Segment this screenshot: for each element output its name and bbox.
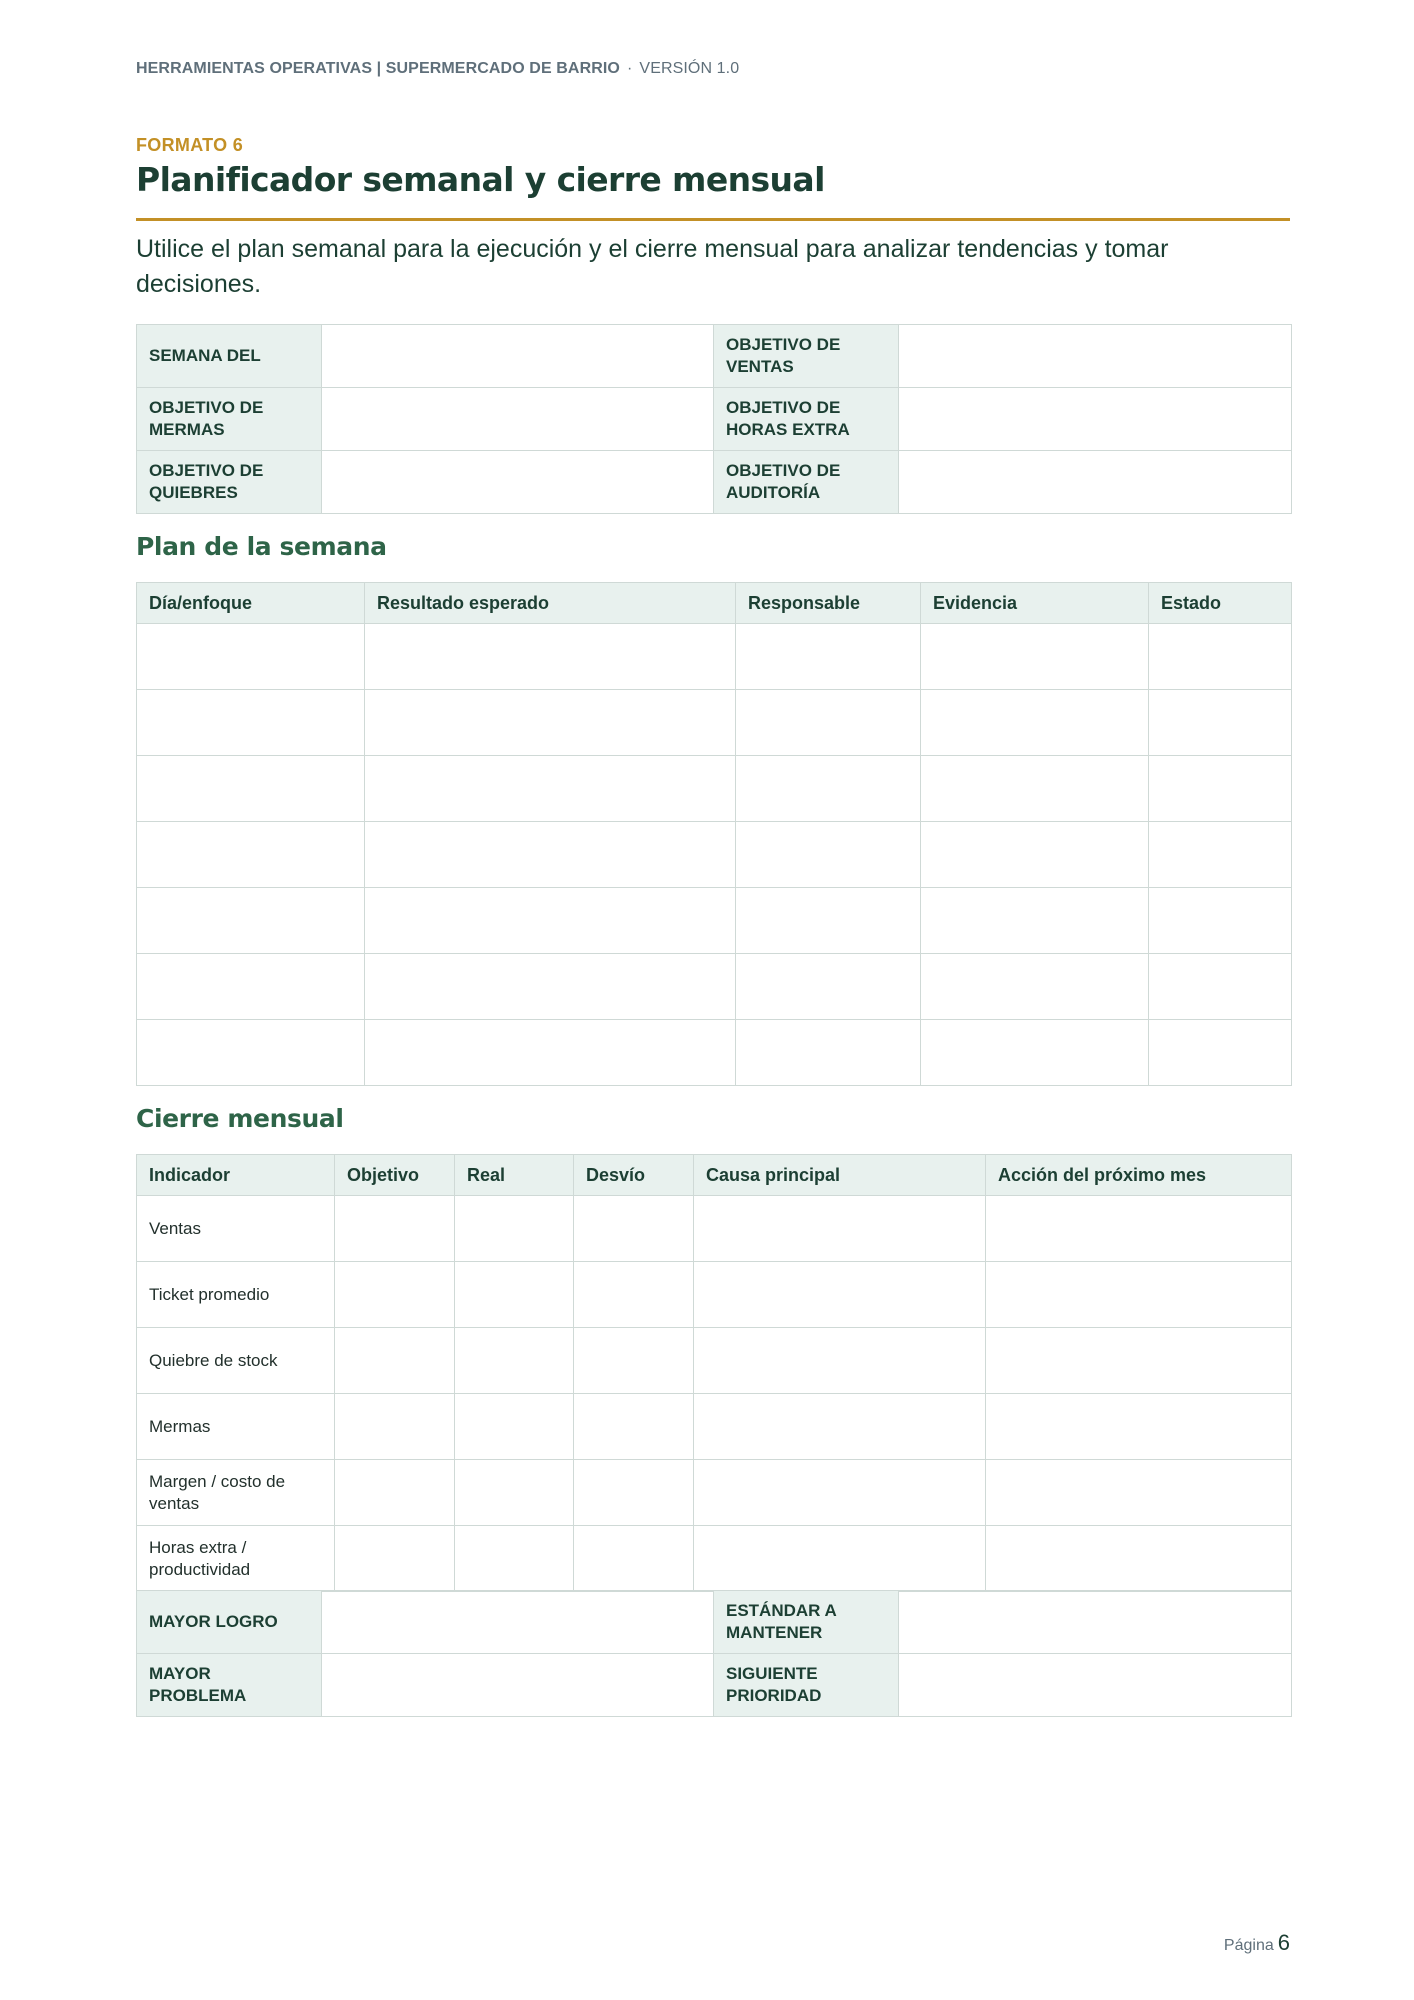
table-cell-input[interactable] bbox=[365, 888, 736, 954]
summary-row bbox=[137, 1654, 1292, 1717]
table-cell-input[interactable] bbox=[921, 888, 1149, 954]
table-cell-input[interactable] bbox=[986, 1262, 1292, 1328]
table-cell-input[interactable] bbox=[1149, 888, 1292, 954]
table-cell-input[interactable] bbox=[455, 1460, 574, 1526]
table-cell-input[interactable] bbox=[736, 624, 921, 690]
table-cell-input[interactable] bbox=[365, 624, 736, 690]
field-input[interactable] bbox=[322, 325, 714, 388]
field-label: SEMANA DEL bbox=[137, 325, 322, 388]
table-row bbox=[137, 690, 1292, 756]
table-cell-input[interactable] bbox=[1149, 690, 1292, 756]
table-cell-input[interactable] bbox=[574, 1460, 694, 1526]
table-cell-input[interactable] bbox=[1149, 756, 1292, 822]
field-label: OBJETIVO DE HORAS EXTRA bbox=[714, 388, 899, 451]
header-separator: · bbox=[626, 60, 633, 77]
table-row bbox=[137, 624, 1292, 690]
field-label: OBJETIVO DE VENTAS bbox=[714, 325, 899, 388]
field-input[interactable] bbox=[322, 451, 714, 514]
monthly-close-title: Cierre mensual bbox=[136, 1104, 344, 1133]
header-brand: HERRAMIENTAS OPERATIVAS | SUPERMERCADO DE BARRIO bbox=[136, 60, 620, 77]
page-title: Planificador semanal y cierre mensual bbox=[136, 160, 825, 199]
table-cell-input[interactable] bbox=[986, 1196, 1292, 1262]
table-cell-input[interactable] bbox=[335, 1262, 455, 1328]
running-header bbox=[136, 60, 739, 78]
table-cell-input[interactable] bbox=[137, 756, 365, 822]
table-cell-input[interactable] bbox=[365, 822, 736, 888]
page-number-value: 6 bbox=[1277, 1930, 1290, 1955]
table-cell-input[interactable] bbox=[574, 1526, 694, 1592]
table-cell-input[interactable] bbox=[137, 954, 365, 1020]
format-label: FORMATO 6 bbox=[136, 135, 244, 155]
intro-text: Utilice el plan semanal para la ejecución y el cierre mensual para analizar tendencias y tomar decisiones. bbox=[136, 235, 1169, 298]
table-cell-input[interactable] bbox=[455, 1394, 574, 1460]
table-cell-input[interactable] bbox=[335, 1526, 455, 1592]
table-cell-input[interactable] bbox=[921, 1020, 1149, 1086]
table-cell-input[interactable] bbox=[574, 1196, 694, 1262]
field-input[interactable] bbox=[322, 1654, 714, 1717]
summary-row bbox=[137, 1591, 1292, 1654]
field-input[interactable] bbox=[899, 1654, 1292, 1717]
table-row bbox=[137, 1196, 1292, 1262]
field-label: ESTÁNDAR A MANTENER bbox=[714, 1591, 899, 1654]
table-cell-input[interactable] bbox=[137, 690, 365, 756]
table-cell-input[interactable] bbox=[986, 1460, 1292, 1526]
page-number bbox=[1224, 1930, 1290, 1956]
table-cell-input[interactable] bbox=[137, 822, 365, 888]
indicator-label: Mermas bbox=[137, 1394, 335, 1460]
table-cell-input[interactable] bbox=[736, 954, 921, 1020]
table-cell-input[interactable] bbox=[335, 1394, 455, 1460]
column-header: Estado bbox=[1149, 583, 1292, 624]
table-cell-input[interactable] bbox=[137, 1020, 365, 1086]
table-cell-input[interactable] bbox=[365, 954, 736, 1020]
indicator-label: Horas extra / productividad bbox=[137, 1526, 335, 1592]
indicator-label: Ticket promedio bbox=[137, 1262, 335, 1328]
field-label: SIGUIENTE PRIORIDAD bbox=[714, 1654, 899, 1717]
table-cell-input[interactable] bbox=[736, 822, 921, 888]
objectives-row bbox=[137, 388, 1292, 451]
table-cell-input[interactable] bbox=[921, 822, 1149, 888]
column-header: Objetivo bbox=[335, 1155, 455, 1196]
weekly-plan-title: Plan de la semana bbox=[136, 532, 387, 561]
table-row bbox=[137, 888, 1292, 954]
table-cell-input[interactable] bbox=[455, 1262, 574, 1328]
indicator-label: Margen / costo de ventas bbox=[137, 1460, 335, 1526]
table-cell-input[interactable] bbox=[1149, 954, 1292, 1020]
table-row bbox=[137, 756, 1292, 822]
field-label: MAYOR PROBLEMA bbox=[137, 1654, 322, 1717]
column-header: Desvío bbox=[574, 1155, 694, 1196]
table-cell-input[interactable] bbox=[736, 690, 921, 756]
table-cell-input[interactable] bbox=[455, 1328, 574, 1394]
table-cell-input[interactable] bbox=[921, 624, 1149, 690]
table-row bbox=[137, 1262, 1292, 1328]
table-header-row bbox=[137, 583, 1292, 624]
column-header: Real bbox=[455, 1155, 574, 1196]
field-input[interactable] bbox=[322, 1591, 714, 1654]
column-header: Resultado esperado bbox=[365, 583, 736, 624]
field-input[interactable] bbox=[899, 388, 1292, 451]
table-cell-input[interactable] bbox=[335, 1196, 455, 1262]
column-header: Día/enfoque bbox=[137, 583, 365, 624]
table-cell-input[interactable] bbox=[986, 1526, 1292, 1592]
summary-table bbox=[136, 1590, 1292, 1717]
table-cell-input[interactable] bbox=[694, 1394, 986, 1460]
objectives-table bbox=[136, 324, 1292, 514]
table-cell-input[interactable] bbox=[455, 1196, 574, 1262]
weekly-plan-table bbox=[136, 582, 1292, 1086]
column-header: Indicador bbox=[137, 1155, 335, 1196]
table-cell-input[interactable] bbox=[986, 1328, 1292, 1394]
table-cell-input[interactable] bbox=[574, 1394, 694, 1460]
document-page bbox=[136, 0, 1290, 2000]
table-cell-input[interactable] bbox=[455, 1526, 574, 1592]
table-cell-input[interactable] bbox=[694, 1460, 986, 1526]
table-row bbox=[137, 1394, 1292, 1460]
objectives-row bbox=[137, 451, 1292, 514]
table-cell-input[interactable] bbox=[335, 1460, 455, 1526]
column-header: Acción del próximo mes bbox=[986, 1155, 1292, 1196]
field-input[interactable] bbox=[899, 1591, 1292, 1654]
table-cell-input[interactable] bbox=[736, 888, 921, 954]
table-cell-input[interactable] bbox=[365, 756, 736, 822]
header-version: VERSIÓN 1.0 bbox=[639, 60, 740, 77]
table-cell-input[interactable] bbox=[574, 1328, 694, 1394]
table-cell-input[interactable] bbox=[1149, 624, 1292, 690]
field-label: OBJETIVO DE MERMAS bbox=[137, 388, 322, 451]
table-cell-input[interactable] bbox=[921, 756, 1149, 822]
table-row bbox=[137, 1020, 1292, 1086]
field-label: OBJETIVO DE AUDITORÍA bbox=[714, 451, 899, 514]
title-divider bbox=[136, 218, 1290, 221]
table-cell-input[interactable] bbox=[694, 1526, 986, 1592]
page-label: Página bbox=[1223, 1937, 1274, 1954]
table-row bbox=[137, 1460, 1292, 1526]
table-cell-input[interactable] bbox=[1149, 1020, 1292, 1086]
field-label: OBJETIVO DE QUIEBRES bbox=[137, 451, 322, 514]
table-row bbox=[137, 954, 1292, 1020]
field-input[interactable] bbox=[899, 451, 1292, 514]
table-row bbox=[137, 822, 1292, 888]
table-cell-input[interactable] bbox=[694, 1196, 986, 1262]
table-cell-input[interactable] bbox=[694, 1262, 986, 1328]
table-cell-input[interactable] bbox=[574, 1262, 694, 1328]
field-input[interactable] bbox=[322, 388, 714, 451]
table-cell-input[interactable] bbox=[1149, 822, 1292, 888]
column-header: Evidencia bbox=[921, 583, 1149, 624]
table-cell-input[interactable] bbox=[365, 690, 736, 756]
objectives-row bbox=[137, 325, 1292, 388]
table-cell-input[interactable] bbox=[694, 1328, 986, 1394]
table-cell-input[interactable] bbox=[335, 1328, 455, 1394]
indicator-label: Quiebre de stock bbox=[137, 1328, 335, 1394]
indicator-label: Ventas bbox=[137, 1196, 335, 1262]
table-cell-input[interactable] bbox=[365, 1020, 736, 1086]
table-cell-input[interactable] bbox=[137, 888, 365, 954]
monthly-close-table bbox=[136, 1154, 1292, 1592]
table-cell-input[interactable] bbox=[137, 624, 365, 690]
field-input[interactable] bbox=[899, 325, 1292, 388]
table-cell-input[interactable] bbox=[921, 690, 1149, 756]
table-cell-input[interactable] bbox=[921, 954, 1149, 1020]
monthly-close-body bbox=[137, 1196, 1292, 1592]
table-header-row bbox=[137, 1155, 1292, 1196]
table-cell-input[interactable] bbox=[736, 1020, 921, 1086]
table-row bbox=[137, 1526, 1292, 1592]
field-label: MAYOR LOGRO bbox=[137, 1591, 322, 1654]
table-cell-input[interactable] bbox=[736, 756, 921, 822]
column-header: Causa principal bbox=[694, 1155, 986, 1196]
column-header: Responsable bbox=[736, 583, 921, 624]
table-row bbox=[137, 1328, 1292, 1394]
weekly-plan-body bbox=[137, 624, 1292, 1086]
table-cell-input[interactable] bbox=[986, 1394, 1292, 1460]
